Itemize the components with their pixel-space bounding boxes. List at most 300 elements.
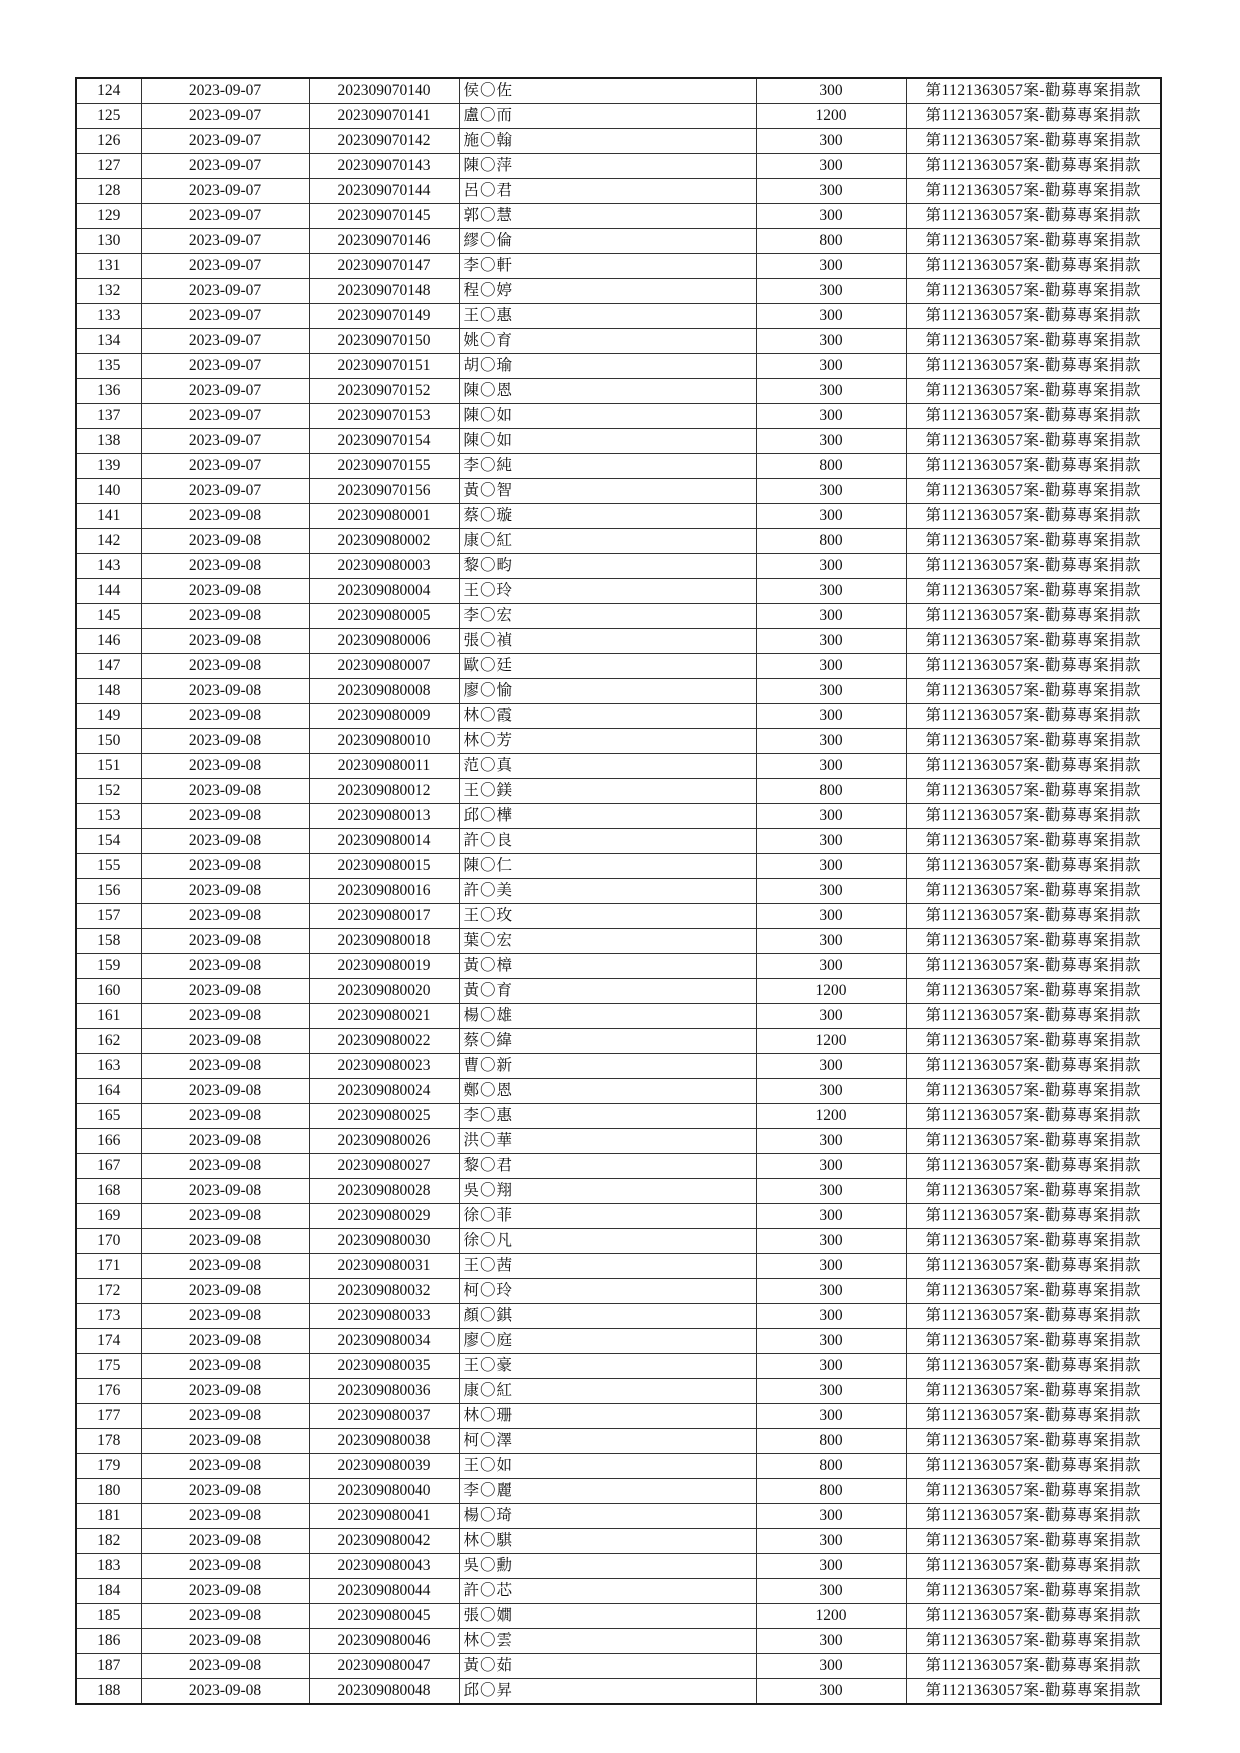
donation-amount: 300 — [756, 554, 906, 579]
donor-name: 林〇芳 — [459, 729, 756, 754]
row-number: 141 — [76, 504, 141, 529]
row-number: 187 — [76, 1654, 141, 1679]
receipt-number: 202309080020 — [309, 979, 459, 1004]
row-number: 151 — [76, 754, 141, 779]
donor-name: 李〇宏 — [459, 604, 756, 629]
row-number: 173 — [76, 1304, 141, 1329]
donor-name: 徐〇菲 — [459, 1204, 756, 1229]
donation-date: 2023-09-08 — [141, 1604, 309, 1629]
donation-amount: 300 — [756, 404, 906, 429]
receipt-number: 202309080021 — [309, 1004, 459, 1029]
row-number: 166 — [76, 1129, 141, 1154]
donation-date: 2023-09-07 — [141, 78, 309, 104]
donation-amount: 300 — [756, 129, 906, 154]
donation-amount: 300 — [756, 304, 906, 329]
row-number: 164 — [76, 1079, 141, 1104]
donor-name: 柯〇玲 — [459, 1279, 756, 1304]
donor-name: 楊〇琦 — [459, 1504, 756, 1529]
donor-name: 黃〇樟 — [459, 954, 756, 979]
receipt-number: 202309080031 — [309, 1254, 459, 1279]
donation-amount: 1200 — [756, 1604, 906, 1629]
table-row — [76, 1354, 1161, 1379]
row-number: 142 — [76, 529, 141, 554]
row-number: 177 — [76, 1404, 141, 1429]
receipt-number: 202309080045 — [309, 1604, 459, 1629]
donation-amount: 300 — [756, 154, 906, 179]
donation-amount: 300 — [756, 729, 906, 754]
donor-name: 邱〇樺 — [459, 804, 756, 829]
donation-amount: 800 — [756, 779, 906, 804]
donation-date: 2023-09-07 — [141, 379, 309, 404]
donor-name: 洪〇華 — [459, 1129, 756, 1154]
donation-date: 2023-09-08 — [141, 1504, 309, 1529]
donor-name: 吳〇翔 — [459, 1179, 756, 1204]
table-row — [76, 1029, 1161, 1054]
table-row — [76, 1079, 1161, 1104]
donor-name: 許〇良 — [459, 829, 756, 854]
donation-note: 第1121363057案-勸募專案捐款 — [906, 1579, 1161, 1604]
donation-amount: 300 — [756, 279, 906, 304]
row-number: 150 — [76, 729, 141, 754]
donation-note: 第1121363057案-勸募專案捐款 — [906, 1454, 1161, 1479]
receipt-number: 202309080008 — [309, 679, 459, 704]
donor-name: 徐〇凡 — [459, 1229, 756, 1254]
donation-note: 第1121363057案-勸募專案捐款 — [906, 779, 1161, 804]
donor-name: 曹〇新 — [459, 1054, 756, 1079]
donation-note: 第1121363057案-勸募專案捐款 — [906, 129, 1161, 154]
table-row — [76, 904, 1161, 929]
donation-amount: 1200 — [756, 1104, 906, 1129]
row-number: 162 — [76, 1029, 141, 1054]
row-number: 129 — [76, 204, 141, 229]
donation-amount: 300 — [756, 479, 906, 504]
receipt-number: 202309080013 — [309, 804, 459, 829]
donor-name: 林〇騏 — [459, 1529, 756, 1554]
receipt-number: 202309070149 — [309, 304, 459, 329]
donation-amount: 300 — [756, 1329, 906, 1354]
donation-note: 第1121363057案-勸募專案捐款 — [906, 154, 1161, 179]
donor-name: 顏〇錤 — [459, 1304, 756, 1329]
donation-note: 第1121363057案-勸募專案捐款 — [906, 78, 1161, 104]
donation-amount: 300 — [756, 329, 906, 354]
donation-note: 第1121363057案-勸募專案捐款 — [906, 804, 1161, 829]
table-row — [76, 304, 1161, 329]
table-row — [76, 604, 1161, 629]
donation-date: 2023-09-07 — [141, 404, 309, 429]
donation-note: 第1121363057案-勸募專案捐款 — [906, 429, 1161, 454]
donation-amount: 300 — [756, 179, 906, 204]
receipt-number: 202309080033 — [309, 1304, 459, 1329]
receipt-number: 202309080010 — [309, 729, 459, 754]
table-row — [76, 1604, 1161, 1629]
donation-amount: 300 — [756, 1404, 906, 1429]
donation-date: 2023-09-07 — [141, 454, 309, 479]
row-number: 185 — [76, 1604, 141, 1629]
receipt-number: 202309080011 — [309, 754, 459, 779]
row-number: 171 — [76, 1254, 141, 1279]
donation-amount: 300 — [756, 1129, 906, 1154]
row-number: 174 — [76, 1329, 141, 1354]
table-row — [76, 754, 1161, 779]
donation-date: 2023-09-07 — [141, 129, 309, 154]
donation-amount: 800 — [756, 1479, 906, 1504]
donation-date: 2023-09-08 — [141, 779, 309, 804]
donation-note: 第1121363057案-勸募專案捐款 — [906, 854, 1161, 879]
receipt-number: 202309070140 — [309, 78, 459, 104]
donor-name: 張〇禎 — [459, 629, 756, 654]
donor-name: 廖〇庭 — [459, 1329, 756, 1354]
receipt-number: 202309080004 — [309, 579, 459, 604]
row-number: 184 — [76, 1579, 141, 1604]
row-number: 165 — [76, 1104, 141, 1129]
donation-amount: 300 — [756, 1054, 906, 1079]
table-row — [76, 779, 1161, 804]
receipt-number: 202309080044 — [309, 1579, 459, 1604]
donation-date: 2023-09-08 — [141, 804, 309, 829]
receipt-number: 202309080003 — [309, 554, 459, 579]
receipt-number: 202309080030 — [309, 1229, 459, 1254]
donor-name: 鄭〇恩 — [459, 1079, 756, 1104]
donation-date: 2023-09-08 — [141, 1529, 309, 1554]
donation-note: 第1121363057案-勸募專案捐款 — [906, 1104, 1161, 1129]
row-number: 170 — [76, 1229, 141, 1254]
donation-date: 2023-09-08 — [141, 629, 309, 654]
receipt-number: 202309070151 — [309, 354, 459, 379]
donation-date: 2023-09-08 — [141, 829, 309, 854]
donation-note: 第1121363057案-勸募專案捐款 — [906, 1654, 1161, 1679]
donation-date: 2023-09-07 — [141, 329, 309, 354]
receipt-number: 202309080018 — [309, 929, 459, 954]
table-row — [76, 1479, 1161, 1504]
donation-note: 第1121363057案-勸募專案捐款 — [906, 229, 1161, 254]
donation-note: 第1121363057案-勸募專案捐款 — [906, 1379, 1161, 1404]
donation-date: 2023-09-08 — [141, 929, 309, 954]
row-number: 130 — [76, 229, 141, 254]
row-number: 135 — [76, 354, 141, 379]
table-row — [76, 254, 1161, 279]
receipt-number: 202309080040 — [309, 1479, 459, 1504]
donation-date: 2023-09-08 — [141, 1104, 309, 1129]
table-row — [76, 629, 1161, 654]
donor-name: 郭〇慧 — [459, 204, 756, 229]
receipt-number: 202309080042 — [309, 1529, 459, 1554]
table-row — [76, 529, 1161, 554]
donation-date: 2023-09-08 — [141, 1004, 309, 1029]
row-number: 137 — [76, 404, 141, 429]
donation-note: 第1121363057案-勸募專案捐款 — [906, 754, 1161, 779]
table-row — [76, 654, 1161, 679]
table-row — [76, 229, 1161, 254]
donation-date: 2023-09-08 — [141, 1429, 309, 1454]
donation-amount: 300 — [756, 879, 906, 904]
donation-note: 第1121363057案-勸募專案捐款 — [906, 104, 1161, 129]
donation-note: 第1121363057案-勸募專案捐款 — [906, 1054, 1161, 1079]
table-row — [76, 404, 1161, 429]
table-row — [76, 679, 1161, 704]
donation-amount: 300 — [756, 829, 906, 854]
table-row — [76, 954, 1161, 979]
donation-note: 第1121363057案-勸募專案捐款 — [906, 1254, 1161, 1279]
donation-amount: 300 — [756, 1254, 906, 1279]
donation-amount: 300 — [756, 1504, 906, 1529]
receipt-number: 202309080023 — [309, 1054, 459, 1079]
receipt-number: 202309080026 — [309, 1129, 459, 1154]
donation-amount: 300 — [756, 1529, 906, 1554]
row-number: 179 — [76, 1454, 141, 1479]
receipt-number: 202309070143 — [309, 154, 459, 179]
donation-amount: 300 — [756, 654, 906, 679]
donation-amount: 300 — [756, 379, 906, 404]
donation-note: 第1121363057案-勸募專案捐款 — [906, 1504, 1161, 1529]
donor-name: 呂〇君 — [459, 179, 756, 204]
donation-date: 2023-09-08 — [141, 579, 309, 604]
donor-name: 程〇婷 — [459, 279, 756, 304]
table-row — [76, 1654, 1161, 1679]
donation-date: 2023-09-08 — [141, 1179, 309, 1204]
donation-amount: 300 — [756, 204, 906, 229]
receipt-number: 202309080043 — [309, 1554, 459, 1579]
donation-note: 第1121363057案-勸募專案捐款 — [906, 279, 1161, 304]
donation-note: 第1121363057案-勸募專案捐款 — [906, 629, 1161, 654]
donation-amount: 800 — [756, 454, 906, 479]
receipt-number: 202309080016 — [309, 879, 459, 904]
donation-amount: 300 — [756, 1629, 906, 1654]
donation-note: 第1121363057案-勸募專案捐款 — [906, 729, 1161, 754]
receipt-number: 202309080037 — [309, 1404, 459, 1429]
donation-table — [75, 77, 1162, 1705]
donor-name: 歐〇廷 — [459, 654, 756, 679]
table-row — [76, 1179, 1161, 1204]
donation-amount: 300 — [756, 78, 906, 104]
donation-note: 第1121363057案-勸募專案捐款 — [906, 1404, 1161, 1429]
donation-date: 2023-09-08 — [141, 954, 309, 979]
row-number: 140 — [76, 479, 141, 504]
donation-note: 第1121363057案-勸募專案捐款 — [906, 504, 1161, 529]
receipt-number: 202309080039 — [309, 1454, 459, 1479]
table-row — [76, 804, 1161, 829]
donor-name: 范〇真 — [459, 754, 756, 779]
donation-amount: 300 — [756, 1579, 906, 1604]
donation-date: 2023-09-08 — [141, 554, 309, 579]
donation-amount: 300 — [756, 579, 906, 604]
donation-date: 2023-09-08 — [141, 1304, 309, 1329]
donation-note: 第1121363057案-勸募專案捐款 — [906, 954, 1161, 979]
receipt-number: 202309080027 — [309, 1154, 459, 1179]
donation-note: 第1121363057案-勸募專案捐款 — [906, 929, 1161, 954]
donation-date: 2023-09-08 — [141, 504, 309, 529]
donor-name: 陳〇如 — [459, 429, 756, 454]
donor-name: 王〇豪 — [459, 1354, 756, 1379]
donation-date: 2023-09-07 — [141, 179, 309, 204]
table-row — [76, 1629, 1161, 1654]
table-row — [76, 554, 1161, 579]
donation-note: 第1121363057案-勸募專案捐款 — [906, 1354, 1161, 1379]
row-number: 134 — [76, 329, 141, 354]
donor-name: 吳〇勳 — [459, 1554, 756, 1579]
donation-amount: 300 — [756, 929, 906, 954]
donation-date: 2023-09-08 — [141, 754, 309, 779]
row-number: 178 — [76, 1429, 141, 1454]
receipt-number: 202309070144 — [309, 179, 459, 204]
donation-amount: 300 — [756, 604, 906, 629]
table-row — [76, 729, 1161, 754]
table-row — [76, 479, 1161, 504]
donation-date: 2023-09-08 — [141, 654, 309, 679]
donor-name: 林〇珊 — [459, 1404, 756, 1429]
donation-note: 第1121363057案-勸募專案捐款 — [906, 204, 1161, 229]
donation-note: 第1121363057案-勸募專案捐款 — [906, 1204, 1161, 1229]
donor-name: 盧〇而 — [459, 104, 756, 129]
row-number: 181 — [76, 1504, 141, 1529]
table-row — [76, 1229, 1161, 1254]
donation-date: 2023-09-08 — [141, 529, 309, 554]
donation-amount: 300 — [756, 704, 906, 729]
donor-name: 陳〇萍 — [459, 154, 756, 179]
receipt-number: 202309070155 — [309, 454, 459, 479]
donor-name: 康〇紅 — [459, 1379, 756, 1404]
donor-name: 楊〇雄 — [459, 1004, 756, 1029]
row-number: 149 — [76, 704, 141, 729]
receipt-number: 202309080047 — [309, 1654, 459, 1679]
donation-amount: 300 — [756, 1554, 906, 1579]
receipt-number: 202309080048 — [309, 1679, 459, 1705]
donation-note: 第1121363057案-勸募專案捐款 — [906, 1429, 1161, 1454]
row-number: 163 — [76, 1054, 141, 1079]
donation-date: 2023-09-07 — [141, 204, 309, 229]
donor-name: 王〇如 — [459, 1454, 756, 1479]
donation-amount: 300 — [756, 904, 906, 929]
receipt-number: 202309080006 — [309, 629, 459, 654]
row-number: 168 — [76, 1179, 141, 1204]
donation-note: 第1121363057案-勸募專案捐款 — [906, 1479, 1161, 1504]
table-row — [76, 1504, 1161, 1529]
donation-date: 2023-09-07 — [141, 279, 309, 304]
donation-amount: 300 — [756, 1154, 906, 1179]
table-row — [76, 1429, 1161, 1454]
row-number: 131 — [76, 254, 141, 279]
table-row — [76, 1404, 1161, 1429]
donation-date: 2023-09-08 — [141, 1054, 309, 1079]
donation-date: 2023-09-07 — [141, 154, 309, 179]
receipt-number: 202309080032 — [309, 1279, 459, 1304]
row-number: 169 — [76, 1204, 141, 1229]
donation-date: 2023-09-07 — [141, 429, 309, 454]
donation-note: 第1121363057案-勸募專案捐款 — [906, 254, 1161, 279]
table-row — [76, 579, 1161, 604]
row-number: 145 — [76, 604, 141, 629]
receipt-number: 202309080034 — [309, 1329, 459, 1354]
donation-note: 第1121363057案-勸募專案捐款 — [906, 879, 1161, 904]
donation-amount: 300 — [756, 1304, 906, 1329]
donor-name: 李〇純 — [459, 454, 756, 479]
receipt-number: 202309070145 — [309, 204, 459, 229]
row-number: 144 — [76, 579, 141, 604]
donation-amount: 300 — [756, 1004, 906, 1029]
donation-amount: 300 — [756, 254, 906, 279]
receipt-number: 202309080024 — [309, 1079, 459, 1104]
donation-amount: 300 — [756, 1204, 906, 1229]
donation-date: 2023-09-08 — [141, 1354, 309, 1379]
receipt-number: 202309080046 — [309, 1629, 459, 1654]
table-row — [76, 1054, 1161, 1079]
donation-date: 2023-09-08 — [141, 729, 309, 754]
donation-amount: 1200 — [756, 1029, 906, 1054]
row-number: 148 — [76, 679, 141, 704]
donor-name: 黃〇智 — [459, 479, 756, 504]
row-number: 155 — [76, 854, 141, 879]
row-number: 161 — [76, 1004, 141, 1029]
donor-name: 黃〇育 — [459, 979, 756, 1004]
row-number: 175 — [76, 1354, 141, 1379]
donation-note: 第1121363057案-勸募專案捐款 — [906, 1679, 1161, 1705]
table-row — [76, 854, 1161, 879]
donation-amount: 800 — [756, 529, 906, 554]
donation-note: 第1121363057案-勸募專案捐款 — [906, 529, 1161, 554]
donor-name: 施〇翰 — [459, 129, 756, 154]
row-number: 139 — [76, 454, 141, 479]
donation-note: 第1121363057案-勸募專案捐款 — [906, 654, 1161, 679]
receipt-number: 202309080035 — [309, 1354, 459, 1379]
donation-note: 第1121363057案-勸募專案捐款 — [906, 1529, 1161, 1554]
receipt-number: 202309070154 — [309, 429, 459, 454]
receipt-number: 202309080036 — [309, 1379, 459, 1404]
donor-name: 陳〇如 — [459, 404, 756, 429]
table-row — [76, 504, 1161, 529]
row-number: 160 — [76, 979, 141, 1004]
donation-note: 第1121363057案-勸募專案捐款 — [906, 479, 1161, 504]
receipt-number: 202309070142 — [309, 129, 459, 154]
table-row — [76, 429, 1161, 454]
donation-amount: 300 — [756, 1354, 906, 1379]
donation-note: 第1121363057案-勸募專案捐款 — [906, 329, 1161, 354]
donation-note: 第1121363057案-勸募專案捐款 — [906, 1229, 1161, 1254]
donation-amount: 300 — [756, 1229, 906, 1254]
donor-name: 葉〇宏 — [459, 929, 756, 954]
donation-note: 第1121363057案-勸募專案捐款 — [906, 829, 1161, 854]
row-number: 186 — [76, 1629, 141, 1654]
row-number: 183 — [76, 1554, 141, 1579]
donation-amount: 300 — [756, 854, 906, 879]
donation-note: 第1121363057案-勸募專案捐款 — [906, 1279, 1161, 1304]
table-row — [76, 179, 1161, 204]
donation-date: 2023-09-08 — [141, 604, 309, 629]
row-number: 125 — [76, 104, 141, 129]
donation-note: 第1121363057案-勸募專案捐款 — [906, 1554, 1161, 1579]
receipt-number: 202309070156 — [309, 479, 459, 504]
donation-note: 第1121363057案-勸募專案捐款 — [906, 1004, 1161, 1029]
donation-note: 第1121363057案-勸募專案捐款 — [906, 1029, 1161, 1054]
donor-name: 邱〇昇 — [459, 1679, 756, 1705]
donation-amount: 800 — [756, 229, 906, 254]
receipt-number: 202309080029 — [309, 1204, 459, 1229]
receipt-number: 202309080002 — [309, 529, 459, 554]
table-row — [76, 1129, 1161, 1154]
table-row — [76, 704, 1161, 729]
receipt-number: 202309080001 — [309, 504, 459, 529]
donor-name: 李〇麗 — [459, 1479, 756, 1504]
table-row — [76, 1204, 1161, 1229]
row-number: 126 — [76, 129, 141, 154]
donation-date: 2023-09-08 — [141, 1279, 309, 1304]
row-number: 128 — [76, 179, 141, 204]
donation-amount: 300 — [756, 954, 906, 979]
donation-note: 第1121363057案-勸募專案捐款 — [906, 904, 1161, 929]
receipt-number: 202309070148 — [309, 279, 459, 304]
donation-date: 2023-09-08 — [141, 1229, 309, 1254]
donation-date: 2023-09-08 — [141, 1454, 309, 1479]
donation-amount: 800 — [756, 1429, 906, 1454]
donation-note: 第1121363057案-勸募專案捐款 — [906, 1604, 1161, 1629]
